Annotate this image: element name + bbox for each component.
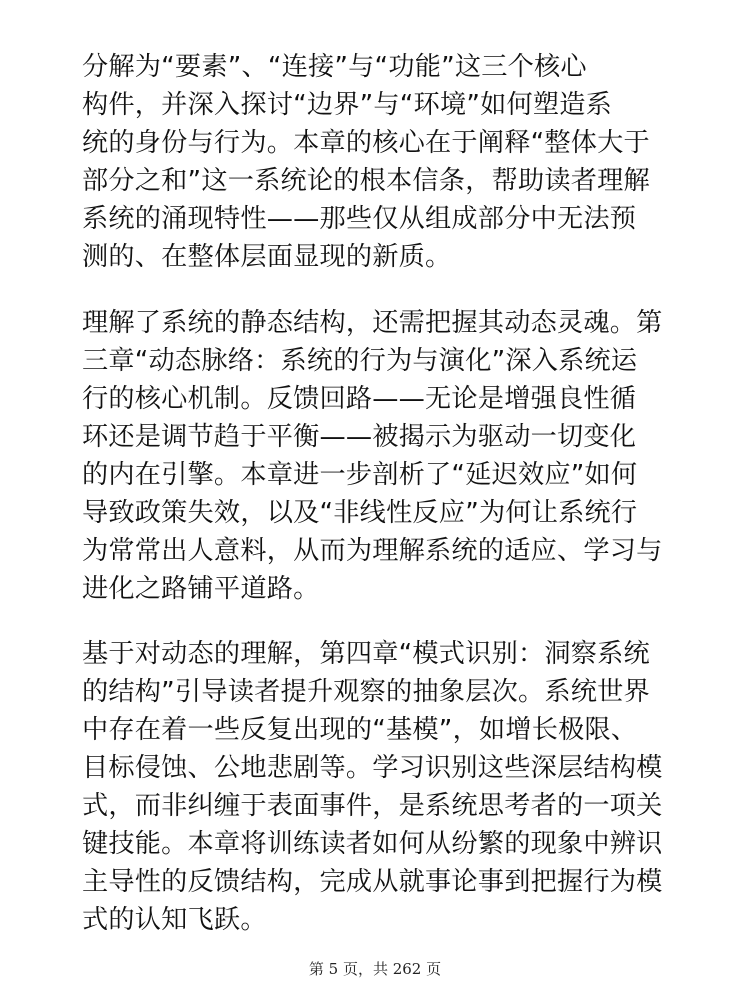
text-line: 理解了系统的静态结构，还需把握其动态灵魂。第 (82, 308, 663, 338)
text-line: 目标侵蚀、公地悲剧等。学习识别这些深层结构模 (82, 753, 663, 783)
text-line: 的结构”引导读者提升观察的抽象层次。系统世界 (82, 677, 650, 707)
text-line: 中存在着一些反复出现的“基模”，如增长极限、 (82, 715, 638, 745)
text-line: 系统的涌现特性——那些仅从组成部分中无法预 (82, 204, 637, 234)
paragraph-1 (82, 48, 670, 276)
text-line: 统的身份与行为。本章的核心在于阐释“整体大于 (82, 128, 650, 158)
text-line: 式的认知飞跃。 (82, 905, 267, 935)
text-line: 分解为“要素”、“连接”与“功能”这三个核心 (82, 52, 587, 82)
text-line: 导致政策失效，以及“非线性反应”为何让系统行 (82, 498, 638, 528)
text-line: 三章“动态脉络：系统的行为与演化”深入系统运 (82, 346, 638, 376)
text-line: 构件，并深入探讨“边界”与“环境”如何塑造系 (82, 90, 613, 120)
text-line: 主导性的反馈结构，完成从就事论事到把握行为模 (82, 867, 663, 897)
text-line: 基于对动态的理解，第四章“模式识别：洞察系统 (82, 639, 650, 669)
text-line: 行的核心机制。反馈回路——无论是增强良性循 (82, 384, 637, 414)
text-line: 键技能。本章将训练读者如何从纷繁的现象中辨识 (82, 829, 663, 859)
page-number: 第 5 页，共 262 页 (308, 960, 442, 978)
text-line: 进化之路铺平道路。 (82, 574, 320, 604)
paragraph-3 (82, 635, 670, 939)
text-line: 式，而非纠缠于表面事件，是系统思考者的一项关 (82, 791, 663, 821)
text-line: 为常常出人意料，从而为理解系统的适应、学习与 (82, 536, 663, 566)
text-line: 的内在引擎。本章进一步剖析了“延迟效应”如何 (82, 460, 638, 490)
text-line: 测的、在整体层面显现的新质。 (82, 242, 452, 272)
paragraph-2 (82, 304, 670, 608)
text-line: 环还是调节趋于平衡——被揭示为驱动一切变化 (82, 422, 637, 452)
text-line: 部分之和”这一系统论的根本信条，帮助读者理解 (82, 166, 650, 196)
